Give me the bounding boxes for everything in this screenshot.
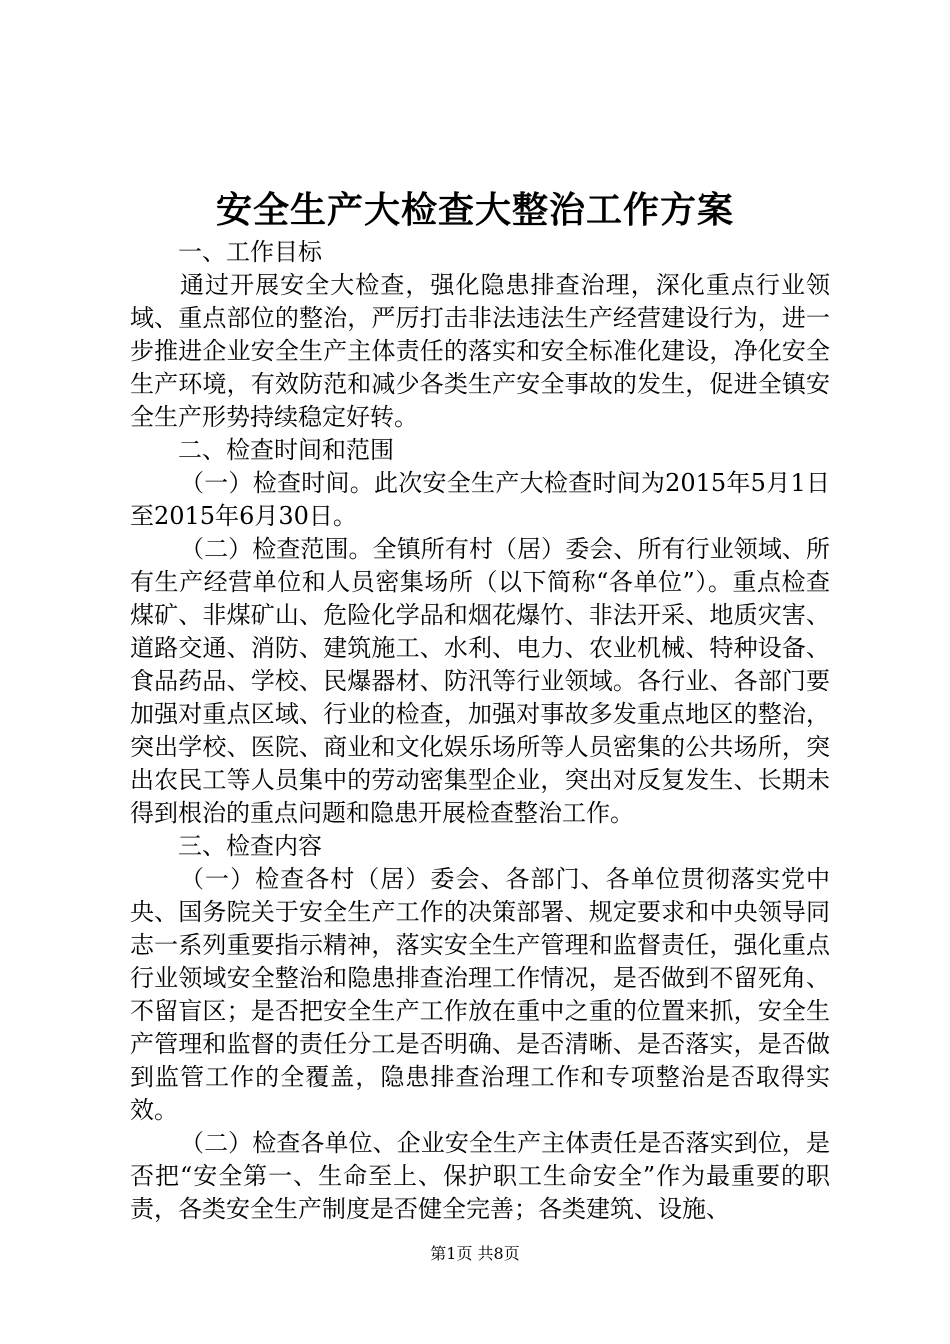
section-heading-time-scope: 二、检查时间和范围 [178, 436, 394, 464]
section-heading-goals: 一、工作目标 [178, 238, 322, 266]
paragraph-check-time: （一）检查时间。此次安全生产大检查时间为2015年5月1日至2015年6月30日。 [130, 469, 830, 530]
document-body [130, 236, 830, 1226]
paragraph-goals: 通过开展安全大检查，强化隐患排查治理，深化重点行业领域、重点部位的整治，严厉打击非法违法生产经营建设行为，进一步推进企业安全生产主体责任的落实和安全标准化建设，净化安全生产环境，有效防范和减少各类生产安全事故的发生，促进全镇安全生产形势持续稳定好转。 [130, 271, 830, 431]
page-footer: 第1页 共8页 [430, 1244, 520, 1263]
paragraph-check-scope: （二）检查范围。全镇所有村（居）委会、所有行业领域、所有生产经营单位和人员密集场所（以下简称“各单位”）。重点检查煤矿、非煤矿山、危险化学品和烟花爆竹、非法开采、地质灾害、道路交通、消防、建筑施工、水利、电力、农业机械、特种设备、食品药品、学校、民爆器材、防汛等行业领域。各行业、各部门要加强对重点区域、行业的检查，加强对事故多发重点地区的整治，突出学校、医院、商业和文化娱乐场所等人员密集的公共场所，突出农民工等人员集中的劳动密集型企业，突出对反复发生、长期未得到根治的重点问题和隐患开展检查整治工作。 [130, 535, 830, 827]
paragraph-content-1: （一）检查各村（居）委会、各部门、各单位贯彻落实党中央、国务院关于安全生产工作的决策部署、规定要求和中央领导同志一系列重要指示精神，落实安全生产管理和监督责任，强化重点行业领域安全整治和隐患排查治理工作情况，是否做到不留死角、不留盲区；是否把安全生产工作放在重中之重的位置来抓，安全生产管理和监督的责任分工是否明确、是否清晰、是否落实，是否做到监管工作的全覆盖，隐患排查治理工作和专项整治是否取得实效。 [130, 865, 830, 1124]
section-heading-content: 三、检查内容 [178, 832, 322, 860]
document-title: 安全生产大检查大整治工作方案 [215, 189, 734, 231]
paragraph-content-2: （二）检查各单位、企业安全生产主体责任是否落实到位，是否把“安全第一、生命至上、保护职工生命安全”作为最重要的职责，各类安全生产制度是否健全完善；各类建筑、设施、 [130, 1129, 830, 1223]
